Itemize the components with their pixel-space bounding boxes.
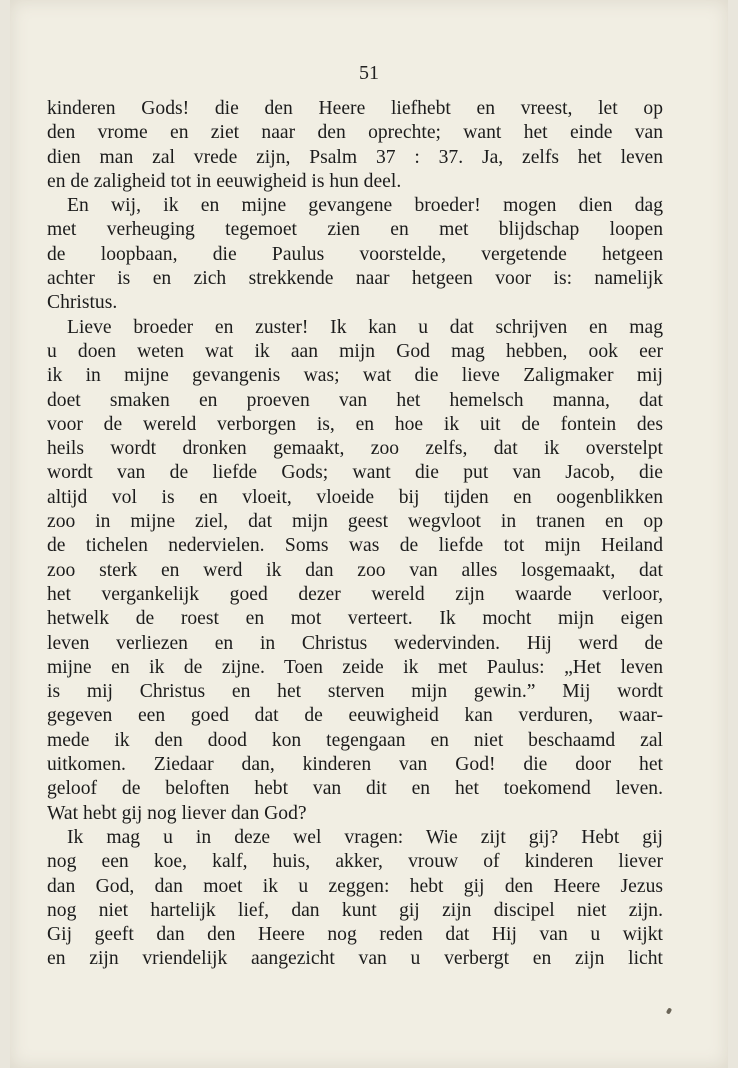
text-line: Wat hebt gij nog liever dan God? [47,802,307,824]
paragraph-start-line: Lieve broeder en zuster! Ik kan u dat schrijven en mag [67,316,663,338]
ink-speck [666,1007,672,1014]
text-line: voor de wereld verborgen is, en hoe ik uit de fontein des [47,413,663,435]
text-line: de loopbaan, die Paulus voorstelde, vergetende hetgeen [47,243,663,265]
text-line: mede ik den dood kon tegengaan en niet beschaamd zal [47,729,663,751]
text-line: den vrome en ziet naar den oprechte; want het einde van [47,122,663,144]
text-line: nog een koe, kalf, huis, akker, vrouw of kinderen liever [47,851,663,873]
text-line: Gij geeft dan den Heere nog reden dat Hij van u wijkt [47,924,663,946]
text-line: kinderen Gods! die den Heere liefhebt en vreest, let op [47,98,663,119]
text-line: heils wordt dronken gemaakt, zoo zelfs, dat ik overstelpt [47,438,663,460]
text-line: nog niet hartelijk lief, dan kunt gij zijn discipel niet zijn. [47,899,663,921]
text-line: gegeven een goed dat de eeuwigheid kan verduren, waar- [47,705,663,727]
paragraph-start-line: Ik mag u in deze wel vragen: Wie zijt gij? Hebt gij [67,826,663,848]
text-line: altijd vol is en vloeit, vloeide bij tijden en oogenblikken [47,486,663,508]
text-line: achter is en zich strekkende naar hetgeen voor is: namelijk [47,268,663,290]
text-line: en zijn vriendelijk aangezicht van u verbergt en zijn licht [47,948,663,970]
text-line: geloof de beloften hebt van dit en het toekomend leven. [47,778,663,800]
text-line: leven verliezen en in Christus wedervinden. Hij werd de [47,632,663,654]
text-line: mijne en ik de zijne. Toen zeide ik met Paulus: „Het leven [47,656,663,678]
text-line: Christus. [47,292,118,314]
text-line: zoo sterk en werd ik dan zoo van alles losgemaakt, dat [47,559,663,581]
text-line: hetwelk de roest en mot verteert. Ik mocht mijn eigen [47,608,663,630]
text-line: dan God, dan moet ik u zeggen: hebt gij den Heere Jezus [47,875,663,897]
book-page [10,0,728,1068]
text-line: wordt van de liefde Gods; want die put van Jacob, die [47,462,663,484]
page-number: 51 [359,62,379,84]
text-line: is mij Christus en het sterven mijn gewin.” Mij wordt [47,681,663,703]
text-line: u doen weten wat ik aan mijn God mag hebben, ook eer [47,340,663,362]
text-line: ik in mijne gevangenis was; wat die lieve Zaligmaker mij [47,365,663,387]
text-line: en de zaligheid tot in eeuwigheid is hun deel. [47,170,402,192]
text-line: met verheuging tegemoet zien en met blijdschap loopen [47,219,663,241]
text-line: het vergankelijk goed dezer wereld zijn waarde verloor, [47,583,663,605]
text-line: dien man zal vrede zijn, Psalm 37 : 37. Ja, zelfs het leven [47,146,663,168]
text-line: de tichelen nedervielen. Soms was de liefde tot mijn Heiland [47,535,663,557]
text-line: doet smaken en proeven van het hemelsch manna, dat [47,389,663,411]
text-line: uitkomen. Ziedaar dan, kinderen van God! die door het [47,754,663,776]
text-line: zoo in mijne ziel, dat mijn geest wegvloot in tranen en op [47,511,663,533]
body-text [47,97,663,972]
paragraph-start-line: En wij, ik en mijne gevangene broeder! mogen dien dag [67,195,663,217]
